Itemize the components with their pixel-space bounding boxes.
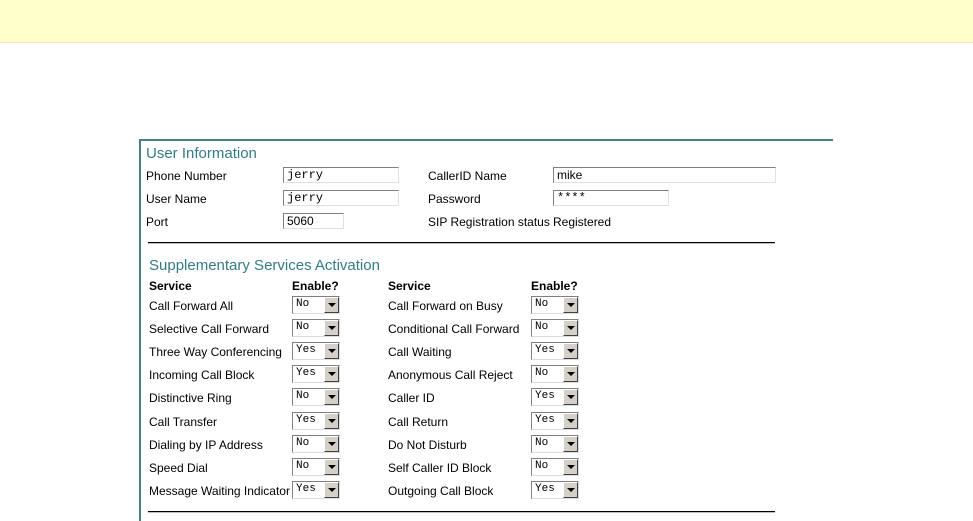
three-way-conferencing-select[interactable] xyxy=(292,342,340,360)
caller-id-selected-value: Yes xyxy=(535,390,555,402)
outgoing-call-block-label: Outgoing Call Block xyxy=(388,484,494,498)
call-forward-all-label: Call Forward All xyxy=(149,299,234,313)
phone-number-label: Phone Number xyxy=(146,169,227,183)
password-field[interactable]: **** xyxy=(553,190,669,206)
call-forward-on-busy-label: Call Forward on Busy xyxy=(388,299,503,313)
distinctive-ring-select[interactable] xyxy=(292,388,340,406)
dialing-by-ip-address-selected-value: No xyxy=(296,437,310,449)
enable-column-header: Enable? xyxy=(292,279,339,293)
call-forward-on-busy-selected-value: No xyxy=(535,298,549,310)
dropdown-button[interactable] xyxy=(563,320,578,336)
top-banner xyxy=(0,0,973,43)
incoming-call-block-select[interactable] xyxy=(292,365,340,383)
chevron-down-icon xyxy=(567,326,575,330)
port-field[interactable]: 5060 xyxy=(283,213,344,229)
dialing-by-ip-address-label: Dialing by IP Address xyxy=(149,438,263,452)
anonymous-call-reject-select[interactable] xyxy=(531,365,579,383)
conditional-call-forward-selected-value: No xyxy=(535,321,549,333)
chevron-down-icon xyxy=(567,395,575,399)
callerid-name-field[interactable]: mike xyxy=(553,167,776,183)
dropdown-button[interactable] xyxy=(324,343,339,359)
user-name-label: User Name xyxy=(146,192,207,206)
sip-status-value: Registered xyxy=(553,215,612,229)
dropdown-button[interactable] xyxy=(563,436,578,452)
conditional-call-forward-select[interactable] xyxy=(531,319,579,337)
sip-status-label: SIP Registration status xyxy=(428,215,550,229)
message-waiting-indicator-select[interactable] xyxy=(292,481,340,499)
outgoing-call-block-select[interactable] xyxy=(531,481,579,499)
speed-dial-selected-value: No xyxy=(296,460,310,472)
chevron-down-icon xyxy=(328,395,336,399)
dropdown-button[interactable] xyxy=(563,297,578,313)
call-forward-all-selected-value: No xyxy=(296,298,310,310)
dropdown-button[interactable] xyxy=(324,320,339,336)
call-return-select[interactable] xyxy=(531,412,579,430)
settings-panel xyxy=(139,139,833,521)
dropdown-button[interactable] xyxy=(563,389,578,405)
chevron-down-icon xyxy=(567,488,575,492)
conditional-call-forward-label: Conditional Call Forward xyxy=(388,322,520,336)
port-label: Port xyxy=(146,215,169,229)
three-way-conferencing-label: Three Way Conferencing xyxy=(149,345,282,359)
user-information-title: User Information xyxy=(146,145,257,162)
dropdown-button[interactable] xyxy=(324,459,339,475)
user-name-field[interactable]: jerry xyxy=(283,190,399,206)
self-caller-id-block-selected-value: No xyxy=(535,460,549,472)
call-waiting-selected-value: Yes xyxy=(535,344,555,356)
dropdown-button[interactable] xyxy=(563,413,578,429)
chevron-down-icon xyxy=(328,465,336,469)
dropdown-button[interactable] xyxy=(563,482,578,498)
speed-dial-select[interactable] xyxy=(292,458,340,476)
dropdown-button[interactable] xyxy=(324,366,339,382)
callerid-name-label: CallerID Name xyxy=(428,169,507,183)
call-forward-on-busy-select[interactable] xyxy=(531,296,579,314)
incoming-call-block-selected-value: Yes xyxy=(296,367,316,379)
call-transfer-select[interactable] xyxy=(292,412,340,430)
anonymous-call-reject-label: Anonymous Call Reject xyxy=(388,368,513,382)
chevron-down-icon xyxy=(328,442,336,446)
dropdown-button[interactable] xyxy=(324,436,339,452)
three-way-conferencing-selected-value: Yes xyxy=(296,344,316,356)
message-waiting-indicator-selected-value: Yes xyxy=(296,483,316,495)
chevron-down-icon xyxy=(567,465,575,469)
enable-column-header: Enable? xyxy=(531,279,578,293)
dropdown-button[interactable] xyxy=(324,482,339,498)
chevron-down-icon xyxy=(328,372,336,376)
do-not-disturb-selected-value: No xyxy=(535,437,549,449)
dropdown-button[interactable] xyxy=(324,297,339,313)
chevron-down-icon xyxy=(328,349,336,353)
chevron-down-icon xyxy=(567,349,575,353)
phone-number-field[interactable]: jerry xyxy=(283,167,399,183)
selective-call-forward-label: Selective Call Forward xyxy=(149,322,270,336)
dropdown-button[interactable] xyxy=(324,413,339,429)
chevron-down-icon xyxy=(567,372,575,376)
anonymous-call-reject-selected-value: No xyxy=(535,367,549,379)
speed-dial-label: Speed Dial xyxy=(149,461,208,475)
service-column-header: Service xyxy=(149,279,192,293)
chevron-down-icon xyxy=(567,442,575,446)
dropdown-button[interactable] xyxy=(563,366,578,382)
chevron-down-icon xyxy=(328,488,336,492)
call-return-label: Call Return xyxy=(388,415,449,429)
dropdown-button[interactable] xyxy=(324,389,339,405)
service-column-header: Service xyxy=(388,279,431,293)
call-forward-all-select[interactable] xyxy=(292,296,340,314)
divider xyxy=(148,242,775,244)
caller-id-select[interactable] xyxy=(531,388,579,406)
chevron-down-icon xyxy=(328,326,336,330)
chevron-down-icon xyxy=(567,419,575,423)
dropdown-button[interactable] xyxy=(563,459,578,475)
services-title: Supplementary Services Activation xyxy=(149,257,380,274)
dialing-by-ip-address-select[interactable] xyxy=(292,435,340,453)
incoming-call-block-label: Incoming Call Block xyxy=(149,368,255,382)
self-caller-id-block-label: Self Caller ID Block xyxy=(388,461,492,475)
selective-call-forward-select[interactable] xyxy=(292,319,340,337)
do-not-disturb-label: Do Not Disturb xyxy=(388,438,467,452)
dropdown-button[interactable] xyxy=(563,343,578,359)
outgoing-call-block-selected-value: Yes xyxy=(535,483,555,495)
chevron-down-icon xyxy=(328,303,336,307)
call-waiting-select[interactable] xyxy=(531,342,579,360)
self-caller-id-block-select[interactable] xyxy=(531,458,579,476)
call-return-selected-value: Yes xyxy=(535,414,555,426)
message-waiting-indicator-label: Message Waiting Indicator xyxy=(149,484,290,498)
call-transfer-selected-value: Yes xyxy=(296,414,316,426)
distinctive-ring-selected-value: No xyxy=(296,390,310,402)
call-transfer-label: Call Transfer xyxy=(149,415,218,429)
chevron-down-icon xyxy=(328,419,336,423)
selective-call-forward-selected-value: No xyxy=(296,321,310,333)
chevron-down-icon xyxy=(567,303,575,307)
call-waiting-label: Call Waiting xyxy=(388,345,452,359)
password-label: Password xyxy=(428,192,481,206)
do-not-disturb-select[interactable] xyxy=(531,435,579,453)
caller-id-label: Caller ID xyxy=(388,391,435,405)
distinctive-ring-label: Distinctive Ring xyxy=(149,391,232,405)
